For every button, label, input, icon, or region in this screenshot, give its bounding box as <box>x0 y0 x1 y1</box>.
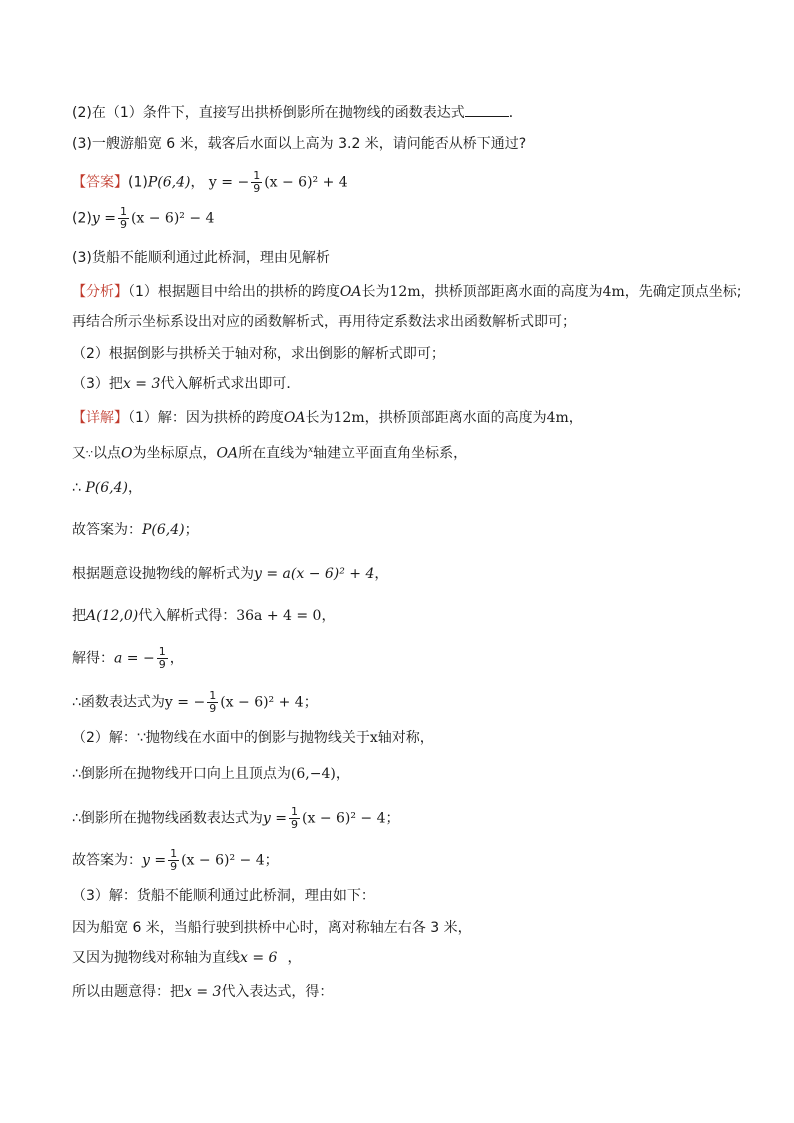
detail-15b: x = 6 <box>240 950 278 966</box>
detail-6d: 36a + 4 = 0 <box>236 608 322 624</box>
detail-line-10 <box>72 764 350 784</box>
detail-11d: ； <box>385 810 400 827</box>
answer-1-func-rhs: (x − 6)² + 4 <box>264 174 348 191</box>
detail-3c: ， <box>127 480 142 496</box>
detail-2b: 以点 <box>93 445 121 462</box>
detail-2f: 所在直线为 <box>238 445 309 462</box>
detail-8c: (x − 6)² + 4 <box>220 694 304 711</box>
answer-1-prefix: (1) <box>128 174 148 191</box>
detail-1a: （1）解：因为拱桥的跨度 <box>128 410 284 426</box>
detail-line-7 <box>72 646 184 671</box>
detail-line-9 <box>72 728 434 748</box>
detail-tag: 【详解】 <box>72 410 128 426</box>
fraction-denominator: 9 <box>119 218 127 231</box>
analysis-1b: OA <box>339 284 362 300</box>
question-2 <box>72 102 523 123</box>
fraction-denominator: 9 <box>253 182 261 195</box>
detail-5b: y = a(x − 6)² + 4 <box>254 566 375 582</box>
detail-line-8 <box>72 690 318 715</box>
detail-9b: x <box>369 730 378 746</box>
detail-6a: 把 <box>72 608 86 624</box>
detail-14: 因为船宽 6 米，当船行驶到拱桥中心时，离对称轴左右各 3 米， <box>72 920 472 936</box>
question-3 <box>72 134 526 154</box>
detail-16a: 所以由题意得：把 <box>72 984 184 1000</box>
detail-6b: A(12,0) <box>86 608 139 624</box>
answer-1-point: P(6,4) <box>147 174 191 191</box>
detail-9a: （2）解：∵抛物线在水面中的倒影与抛物线关于 <box>72 730 370 746</box>
answer-line-2 <box>72 206 214 231</box>
detail-4b: P(6,4) <box>142 522 185 538</box>
detail-line-1 <box>72 408 583 428</box>
question-2-text: (2)在（1）条件下，直接写出拱桥倒影所在抛物线的函数表达式 <box>72 105 465 121</box>
because-icon: ∵ <box>86 447 93 461</box>
detail-3a: ∴ <box>72 480 81 496</box>
answer-3-text: (3)货船不能顺利通过此桥洞，理由见解析 <box>72 250 330 266</box>
detail-1e: ，拱桥顶部距离水面的高度为 <box>364 410 547 426</box>
detail-2c: O <box>121 445 133 462</box>
detail-16b: x = 3 <box>184 984 222 1000</box>
detail-line-14 <box>72 918 472 938</box>
question-3-text: (3)一艘游船宽 6 米，载客后水面以上高为 3.2 米，请问能否从桥下通过? <box>72 136 527 152</box>
detail-2g: x <box>308 445 314 455</box>
fraction-numerator: 1 <box>291 805 299 818</box>
answer-1-sep: ， <box>190 174 205 191</box>
detail-11b: y = <box>262 810 288 827</box>
detail-7c: ， <box>169 650 184 667</box>
fraction-denominator: 9 <box>291 818 299 831</box>
analysis-4b: x = 3 <box>122 376 161 392</box>
fraction <box>118 206 129 231</box>
answer-2-prefix: (2) <box>72 210 92 227</box>
detail-13: （3）解：货船不能顺利通过此桥洞，理由如下： <box>72 888 375 904</box>
detail-16c: 代入表达式，得： <box>221 984 334 1000</box>
detail-line-3 <box>72 478 142 498</box>
detail-6c: 代入解析式得： <box>138 608 237 624</box>
detail-2h: 轴建立平面直角坐标系， <box>313 445 468 462</box>
detail-4a: 故答案为： <box>72 522 142 538</box>
detail-15a: 又因为抛物线对称轴为直线 <box>72 950 240 966</box>
detail-line-6 <box>72 606 335 626</box>
fraction-denominator: 9 <box>158 658 166 671</box>
analysis-3: （2）根据倒影与拱桥关于轴对称，求出倒影的解析式即可； <box>72 346 445 362</box>
fraction <box>289 806 300 831</box>
detail-10c: ， <box>335 766 350 782</box>
detail-line-12 <box>72 848 279 873</box>
detail-6e: ， <box>321 608 336 624</box>
answer-2-lhs: y = <box>91 210 116 227</box>
fraction-numerator: 1 <box>253 169 261 182</box>
detail-5c: ， <box>374 566 389 582</box>
fraction <box>157 646 168 671</box>
detail-7a: 解得： <box>72 650 114 667</box>
detail-line-4 <box>72 520 199 540</box>
analysis-line-2 <box>72 312 576 332</box>
detail-3b: P(6,4) <box>85 480 128 496</box>
detail-10b: (6,−4) <box>290 766 336 782</box>
analysis-2: 再结合所示坐标系设出对应的函数解析式，再用待定系数法求出函数解析式即可； <box>72 314 576 330</box>
detail-12a: 故答案为： <box>72 852 142 869</box>
answer-tag: 【答案】 <box>72 174 128 191</box>
fraction-numerator: 1 <box>209 689 217 702</box>
detail-1d: 12m <box>333 410 365 426</box>
fraction-numerator: 1 <box>170 847 178 860</box>
question-2-end: ． <box>508 105 523 121</box>
fraction-denominator: 9 <box>209 702 217 715</box>
detail-12c: (x − 6)² − 4 <box>181 852 265 869</box>
detail-line-2 <box>72 440 467 465</box>
analysis-line-3 <box>72 344 445 364</box>
detail-line-5 <box>72 564 388 584</box>
analysis-1f: 4m <box>602 284 625 300</box>
fraction <box>168 848 179 873</box>
detail-8d: ； <box>303 694 318 711</box>
answer-line-3 <box>72 248 330 268</box>
detail-1g: ， <box>568 410 583 426</box>
fraction <box>207 690 218 715</box>
detail-2e: OA <box>216 445 239 462</box>
detail-5a: 根据题意设抛物线的解析式为 <box>72 566 254 582</box>
detail-line-15 <box>72 948 301 968</box>
detail-11a: ∴倒影所在抛物线函数表达式为 <box>72 810 263 827</box>
detail-8b: y = − <box>164 694 206 711</box>
detail-15c: ， <box>287 950 302 966</box>
detail-11c: (x − 6)² − 4 <box>302 810 386 827</box>
detail-2d: 为坐标原点， <box>132 445 217 462</box>
analysis-tag: 【分析】 <box>72 284 128 300</box>
answer-2-rhs: (x − 6)² − 4 <box>130 210 215 227</box>
detail-12d: ； <box>264 852 279 869</box>
fraction-numerator: 1 <box>158 645 166 658</box>
answer-1-func-lhs: y = − <box>208 174 250 191</box>
analysis-line-1 <box>72 282 742 302</box>
fraction-numerator: 1 <box>119 205 127 218</box>
analysis-1a: （1）根据题目中给出的拱桥的跨度 <box>128 284 340 300</box>
analysis-line-4 <box>72 374 300 394</box>
answer-line-1 <box>72 170 348 195</box>
analysis-1e: ，拱桥顶部距离水面的高度为 <box>420 284 603 300</box>
analysis-4a: （3）把 <box>72 376 123 392</box>
detail-12b: y = <box>142 852 167 869</box>
detail-8a: ∴函数表达式为 <box>72 694 165 711</box>
detail-4c: ； <box>184 522 199 538</box>
analysis-1g: ，先确定顶点坐标; <box>624 284 742 300</box>
detail-line-16 <box>72 982 333 1002</box>
answer-blank <box>465 102 509 117</box>
detail-7b: a = − <box>114 650 155 667</box>
analysis-1c: 长为 <box>361 284 390 300</box>
detail-1c: 长为 <box>305 410 334 426</box>
analysis-4c: 代入解析式求出即可． <box>160 376 301 392</box>
detail-line-13 <box>72 886 375 906</box>
detail-line-11 <box>72 806 400 831</box>
fraction-denominator: 9 <box>170 860 178 873</box>
detail-1f: 4m <box>546 410 569 426</box>
detail-2a: 又 <box>72 445 86 462</box>
detail-10a: ∴倒影所在抛物线开口向上且顶点为 <box>72 766 291 782</box>
detail-1b: OA <box>283 410 306 426</box>
analysis-1d: 12m <box>389 284 421 300</box>
detail-9c: 轴对称， <box>377 730 434 746</box>
fraction <box>251 170 262 195</box>
